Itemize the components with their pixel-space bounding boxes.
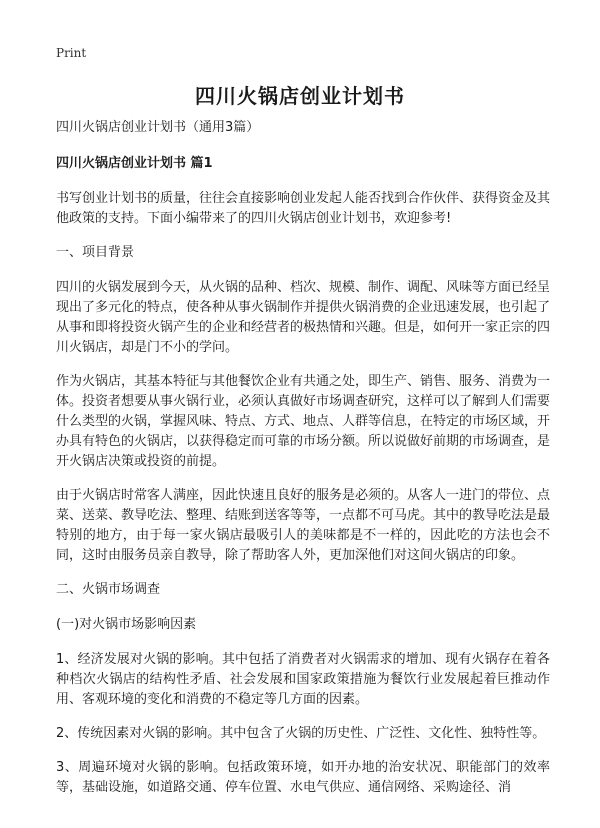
document-body [56,118,550,812]
heading-market-survey: 二、火锅市场调查 [56,582,161,597]
list-item: 1、经济发展对火锅的影响。其中包括了消费者对火锅需求的增加、现有火锅存在着各种档次火锅店的结构性矛盾、社会发展和国家政策措施为餐饮行业发展起着巨推动作用、客观环境的变化和消费的不稳定等几方面的因素。 [56,652,550,707]
paragraph: 由于火锅店时常客人满座，因此快速且良好的服务是必须的。从客人一进门的带位、点菜、送菜、教导吃法、整理、结账到送客等等，一点都不可马虎。其中的教导吃法是最特别的地方，由于每一家火锅店最吸引人的美味都是不一样的，因此吃的方法也会不同，这时由服务员亲自教导，除了帮助客人外，更加深他们对这间火锅店的印象。 [56,488,551,563]
print-link[interactable]: Print [56,46,87,60]
document-subtitle: 四川火锅店创业计划书（通用3篇） [56,120,260,135]
paragraph: 作为火锅店，其基本特征与其他餐饮企业有共通之处，即生产、销售、服务、消费为一体。投资者想要从事火锅行业，必须认真做好市场调查研究，这样可以了解到人们需要什么类型的火锅，掌握风味、特点、方式、地点、人群等信息，在特定的市场区域，开办具有特色的火锅店，以获得稳定而可靠的市场分额。所以说做好前期的市场调查，是开火锅店决策或投资的前提。 [56,374,551,469]
paragraph: 四川的火锅发展到今天，从火锅的品种、档次、规模、制作、调配、风味等方面已经呈现出了多元化的特点，使各种从事火锅制作并提供火锅消费的企业迅速发展，也引起了从事和即将投资火锅产生的企业和经营者的极热情和兴趣。但是，如何开一家正宗的四川火锅店，却是门不小的学问。 [56,280,551,355]
list-item: 2、传统因素对火锅的影响。其中包含了火锅的历史性、广泛性、文化性、独特性等。 [56,726,546,741]
heading-project-background: 一、项目背景 [56,245,135,260]
subheading-market-factors: (一)对火锅市场影响因素 [56,617,197,632]
intro-paragraph: 书写创业计划书的质量，往往会直接影响创业发起人能否找到合作伙伴、获得资金及其他政策的支持。下面小编带来了的四川火锅店创业计划书，欢迎参考! [56,191,551,226]
list-item: 3、周遍环境对火锅的影响。包括政策环境，如开办地的治安状况、职能部门的效率等，基础设施，如道路交通、停车位置、水电气供应、通信网络、采购途径、消 [56,760,550,795]
section-heading: 四川火锅店创业计划书 篇1 [56,156,213,171]
document-title: 四川火锅店创业计划书 [195,84,405,108]
